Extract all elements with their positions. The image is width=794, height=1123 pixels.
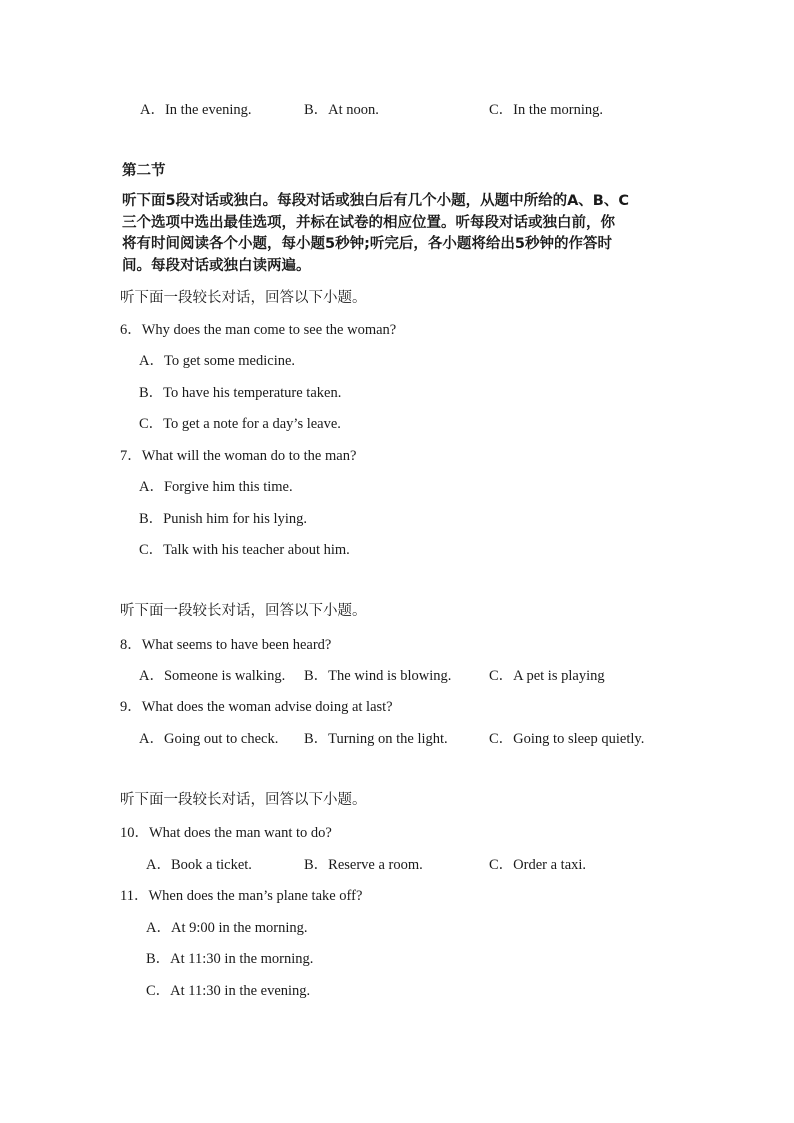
q9-option-b[interactable]: B．Turning on the light. [304, 731, 448, 747]
q8-stem: 8．What seems to have been heard? [120, 637, 332, 653]
q11-stem: 11．When does the man’s plane take off? [120, 888, 363, 904]
q8-option-a[interactable]: A．Someone is walking. [139, 668, 286, 684]
instruction-line: 三个选项中选出最佳选项，并标在试卷的相应位置。听每段对话或独白前，你 [122, 214, 615, 231]
q7-option-a[interactable]: A．Forgive him this time. [139, 479, 293, 495]
q5-option-c[interactable]: C．In the morning. [489, 102, 603, 118]
q10-option-c[interactable]: C．Order a taxi. [489, 857, 587, 873]
q10-stem: 10．What does the man want to do? [120, 825, 332, 841]
q10-option-a[interactable]: A．Book a ticket. [146, 857, 252, 873]
q6-stem: 6．Why does the man come to see the woman? [120, 322, 397, 338]
q7-option-c[interactable]: C．Talk with his teacher about him. [139, 542, 350, 558]
q7-stem: 7．What will the woman do to the man? [120, 448, 357, 464]
q6-option-b[interactable]: B．To have his temperature taken. [139, 385, 342, 401]
group1-prompt: 听下面一段较长对话，回答以下小题。 [120, 290, 367, 306]
q11-option-c[interactable]: C．At 11:30 in the evening. [146, 983, 311, 999]
q6-option-c[interactable]: C．To get a note for a day’s leave. [139, 416, 341, 432]
q9-stem: 9．What does the woman advise doing at last? [120, 699, 393, 715]
q9-option-c[interactable]: C．Going to sleep quietly. [489, 731, 645, 747]
q7-option-b[interactable]: B．Punish him for his lying. [139, 511, 307, 527]
group2-prompt: 听下面一段较长对话，回答以下小题。 [120, 603, 367, 619]
q9-option-a[interactable]: A．Going out to check. [139, 731, 279, 747]
section-title: 第二节 [122, 163, 166, 179]
section-instructions [122, 191, 692, 277]
q10-option-b[interactable]: B．Reserve a room. [304, 857, 423, 873]
q11-option-b[interactable]: B．At 11:30 in the morning. [146, 951, 314, 967]
instruction-line: 间。每段对话或独白读两遍。 [122, 257, 311, 274]
q11-option-a[interactable]: A．At 9:00 in the morning. [146, 920, 308, 936]
q8-option-b[interactable]: B．The wind is blowing. [304, 668, 452, 684]
group3-prompt: 听下面一段较长对话，回答以下小题。 [120, 792, 367, 808]
instruction-line: 将有时间阅读各个小题，每小题5秒钟;听完后，各小题将给出5秒钟的作答时 [122, 236, 612, 252]
instruction-line: 听下面5段对话或独白。每段对话或独白后有几个小题，从题中所给的A、B、C [122, 193, 630, 209]
q5-option-a[interactable]: A．In the evening. [140, 102, 252, 118]
q8-option-c[interactable]: C．A pet is playing [489, 668, 605, 684]
q5-option-b[interactable]: B．At noon. [304, 102, 379, 118]
q6-option-a[interactable]: A．To get some medicine. [139, 353, 296, 369]
